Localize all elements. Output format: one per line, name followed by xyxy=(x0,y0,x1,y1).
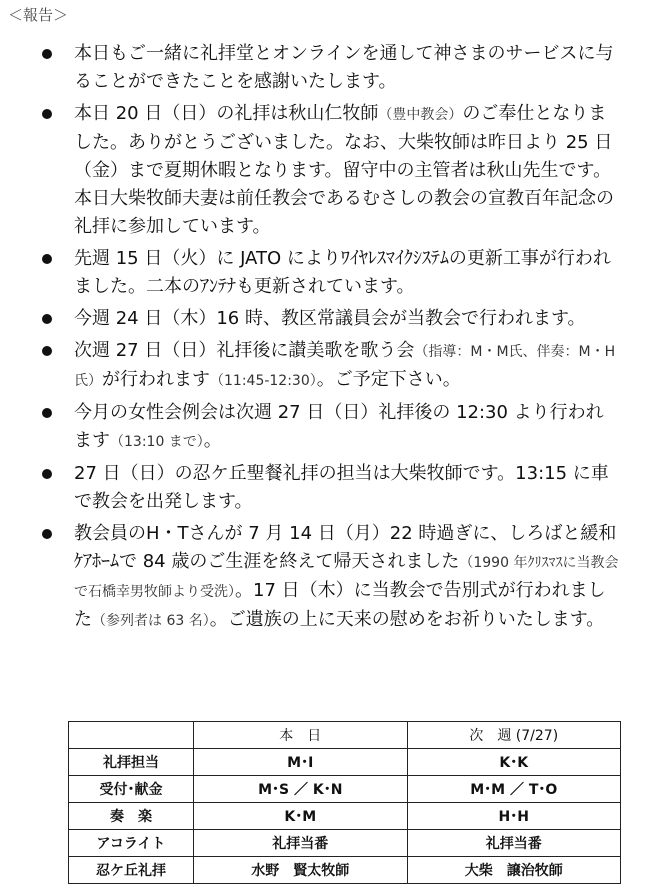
duty-roster-corner xyxy=(69,722,194,749)
report-item-text: 。ご予定下さい。 xyxy=(316,369,461,390)
duty-today-cell: 礼拝当番 xyxy=(194,830,408,857)
duty-roster-row xyxy=(69,857,621,884)
report-item-text: のご奉仕となりました。ありがとうございました。なお、大柴牧師は昨日より 25 日（金）まで夏期休暇となります。留守中の主管者は秋山先生です。本日大柴牧師夫妻は前任教会であるむさしの教会の宣教百年記念の礼拝に参加しています。 xyxy=(74,103,614,237)
duty-roster-row xyxy=(69,749,621,776)
duty-roster-header-row xyxy=(69,722,621,749)
column-next-week: 次 週 (7/27) xyxy=(407,722,621,749)
duty-today-cell: M･S ／ K･N xyxy=(194,776,408,803)
duty-today-cell: K･M xyxy=(194,803,408,830)
bullet-icon xyxy=(42,529,52,539)
report-item-text: 今月の女性会例会は次週 27 日（日）礼拝後の 12:30 より行われます xyxy=(74,402,604,451)
report-item-text: 。17 日（木）に当教会で告別式が行われました xyxy=(74,580,606,630)
report-item-text: 本日もご一緒に礼拝堂とオンラインを通して神さまのサービスに与ることができたことを感謝いたします。 xyxy=(74,43,614,92)
duty-roster-table xyxy=(68,721,621,884)
report-item-note: （参列者は 63 名） xyxy=(92,613,210,629)
report-item-note: （豊中教会） xyxy=(378,107,463,123)
report-item xyxy=(0,520,645,635)
duty-roster-row xyxy=(69,803,621,830)
bullet-icon xyxy=(42,49,52,59)
duty-role-label: 奏 楽 xyxy=(69,803,194,830)
bullet-icon xyxy=(42,314,52,324)
report-item-text: が行われます xyxy=(102,369,210,390)
report-item xyxy=(0,460,645,516)
report-item-note: （11:45-12:30） xyxy=(210,373,317,389)
duty-next-week-cell: M･M ／ T･O xyxy=(407,776,621,803)
report-item xyxy=(0,245,645,301)
report-item xyxy=(0,399,645,456)
duty-next-week-cell: K･K xyxy=(407,749,621,776)
report-item xyxy=(0,40,645,96)
column-today: 本 日 xyxy=(194,722,408,749)
report-item-note: （指導：M・M氏、伴奏：M・H氏） xyxy=(74,344,616,389)
duty-role-label: 礼拝担当 xyxy=(69,749,194,776)
bullet-icon xyxy=(42,469,52,479)
report-item-text: 今週 24 日（木）16 時、教区常議員会が当教会で行われます。 xyxy=(74,308,586,329)
report-item-note: （13:10 まで） xyxy=(110,434,204,450)
report-heading: ＜報告＞ xyxy=(8,6,69,24)
bullet-icon xyxy=(42,254,52,264)
duty-next-week-cell: 礼拝当番 xyxy=(407,830,621,857)
report-item-text: 次週 27 日（日）礼拝後に讃美歌を歌う会 xyxy=(74,340,415,361)
report-item-note: （1990 年ｸﾘｽﾏｽに当教会で石橋幸男牧師より受洗） xyxy=(74,555,619,600)
report-item xyxy=(0,337,645,395)
duty-today-cell: M･I xyxy=(194,749,408,776)
report-item-text: 教会員のH・Tさんが 7 月 14 日（月）22 時過ぎに、しろばと緩和ｹｱﾎｰﾑで 84 歳のご生涯を終えて帰天されました xyxy=(74,523,617,572)
report-item-text: 本日 20 日（日）の礼拝は秋山仁牧師 xyxy=(74,103,379,124)
report-item-text: 先週 15 日（火）に JATO によりﾜｲﾔﾚｽﾏｲｸｼｽﾃﾑの更新工事が行われました。二本のｱﾝﾃﾅも更新されています。 xyxy=(74,248,611,297)
duty-roster-row xyxy=(69,830,621,857)
report-item-text: 。ご遺族の上に天来の慰めをお祈りいたします。 xyxy=(209,609,605,630)
report-item xyxy=(0,100,645,241)
report-item-text: 27 日（日）の忍ケ丘聖餐礼拝の担当は大柴牧師です。13:15 に車で教会を出発します。 xyxy=(74,463,609,512)
report-item-text: 。 xyxy=(203,430,222,451)
duty-today-cell: 水野 賢太牧師 xyxy=(194,857,408,884)
bullet-icon xyxy=(42,346,52,356)
duty-role-label: 忍ケ丘礼拝 xyxy=(69,857,194,884)
duty-role-label: 受付･献金 xyxy=(69,776,194,803)
report-item xyxy=(0,305,645,333)
duty-next-week-cell: H･H xyxy=(407,803,621,830)
bullet-icon xyxy=(42,109,52,119)
duty-next-week-cell: 大柴 譲治牧師 xyxy=(407,857,621,884)
duty-role-label: アコライト xyxy=(69,830,194,857)
report-list xyxy=(0,40,645,639)
bullet-icon xyxy=(42,408,52,418)
duty-roster-row xyxy=(69,776,621,803)
